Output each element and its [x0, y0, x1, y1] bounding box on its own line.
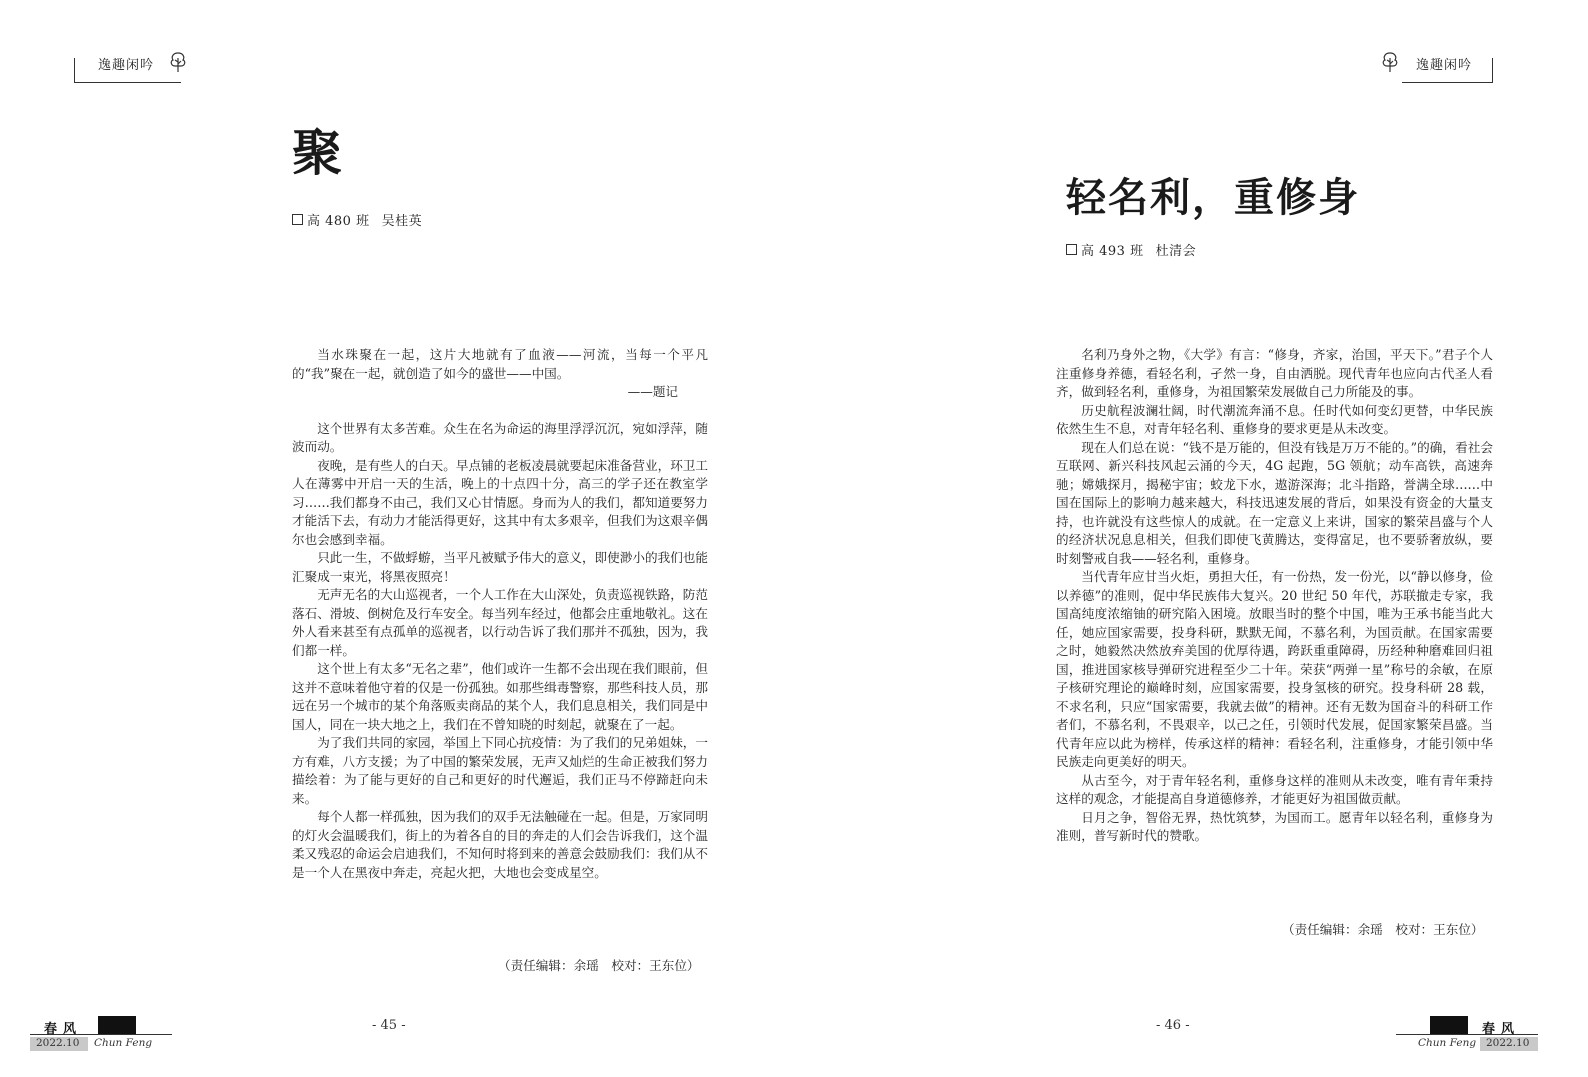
page-number-right: - 46 -: [1156, 1018, 1190, 1033]
right-paragraph: 历史航程波澜壮阔，时代潮流奔涌不息。任时代如何变幻更替，中华民族依然生生不息，对青年轻名利、重修身的要求更是从未改变。: [1056, 402, 1493, 436]
right-editor-credit: （责任编辑：余瑶 校对：王东位）: [1282, 922, 1484, 937]
running-header-left: 逸趣闲吟: [98, 58, 155, 73]
right-byline-author: 杜清会: [1155, 244, 1197, 259]
left-byline-author: 吴桂英: [381, 214, 423, 229]
left-paragraph: 这个世上有太多“无名之辈”，他们或许一生都不会出现在我们眼前，但这并不意味着他守着的仅是一份孤独。如那些缉毒警察，那些科技人员，那远在另一个城市的某个角落贩卖商品的某个人，我们息息相关，我们同是中国人，同在一块大地之上，我们在不曾知晓的时刻起，就聚在了一起。: [292, 661, 708, 732]
right-paragraph: 日月之争，智俗无界，热忱筑梦，为国而工。愿青年以轻名利，重修身为准则，普写新时代的赞歌。: [1056, 809, 1493, 843]
footer-issue-right: 2022.10: [1486, 1037, 1530, 1049]
left-article-body: [292, 346, 708, 882]
left-paragraph: 每个人都一样孤独，因为我们的双手无法触碰在一起。但是，万家同明的灯火会温暖我们，街上的为着各自的目的奔走的人们会告诉我们，这个温柔又残忍的命运会启迪我们，不知何时将到来的善意会鼓励我们：我们从不是一个人在黑夜中奔走，亮起火把，大地也会变成星空。: [292, 809, 708, 880]
footer-brand-left: 春风: [44, 1022, 83, 1037]
left-paragraph: 为了我们共同的家园，举国上下同心抗疫情：为了我们的兄弟姐妹，一方有难，八方支援；为了中国的繁荣发展，无声又灿烂的生命正被我们努力描绘着：为了能与更好的自己和更好的时代邂逅，我们正马不停蹄赶向未来。: [292, 735, 708, 806]
left-epigraph-signature: ——题记: [627, 384, 678, 399]
left-byline-class: 高 480 班: [307, 214, 370, 229]
left-paragraph: 夜晚，是有些人的白天。早点铺的老板凌晨就要起床准备营业，环卫工人在薄雾中开启一天的生活，晚上的十点四十分，高三的学子还在教室学习……我们都身不由己，我们又心甘情愿。身而为人的我们，都知道要努力才能活下去，有动力才能活得更好，这其中有太多艰辛，但我们为这艰辛偶尔也会感到幸福。: [292, 457, 708, 547]
byline-box-icon: [292, 214, 303, 225]
page-number-left: - 45 -: [372, 1018, 406, 1033]
right-byline-class: 高 493 班: [1081, 244, 1144, 259]
byline-box-icon: [1066, 244, 1077, 255]
right-paragraph: 当代青年应甘当火炬，勇担大任，有一份热，发一份光，以“静以修身，俭以养德”的准则，促中华民族伟大复兴。20 世纪 50 年代，苏联撤走专家，我国高纯度浓缩铀的研究陷入困境。放眼当时的整个中国，唯为王承书能当此大任，她应国家需要，投身科研，默默无闻，不慕名利，为国贡献。在国家需要之时，她毅然决然放弃美国的优厚待遇，跨跃重重障碍，历经种种磨难回归祖国，推进国家核导弹研究进程至少二十年。荣获“两弹一星”称号的余敏，在原子核研究理论的巅峰时刻，应国家需要，投身氢核的研究。投身科研 28 载，不求名利，只应“国家需要，我就去做”的精神。还有无数为国奋斗的科研工作者们，不慕名利，不畏艰辛，以己之任，引领时代发展，促国家繁荣昌盛。当代青年应以此为榜样，传承这样的精神：看轻名利，注重修身，才能引领中华民族走向更美好的明天。: [1056, 569, 1493, 769]
footer-issue-left: 2022.10: [36, 1037, 80, 1049]
right-article-body: [1056, 346, 1493, 846]
tree-icon: [168, 50, 188, 74]
right-article-byline: [1066, 240, 1196, 259]
left-epigraph: 当水珠聚在一起，这片大地就有了血液——河流，当每一个平凡的“我”聚在一起，就创造了如今的盛世——中国。: [292, 347, 708, 381]
tree-icon: [1380, 50, 1400, 74]
right-paragraph: 从古至今，对于青年轻名利，重修身这样的准则从未改变，唯有青年秉持这样的观念，才能提高自身道德修养，才能更好为祖国做贡献。: [1056, 772, 1493, 806]
left-editor-credit: （责任编辑：余瑶 校对：王东位）: [498, 958, 700, 973]
footer-english-right: Chun Feng: [1418, 1037, 1477, 1049]
left-article-title: 聚: [292, 123, 342, 182]
running-header-right: 逸趣闲吟: [1416, 58, 1473, 73]
left-paragraph: 只此一生，不做蜉蝣，当平凡被赋予伟大的意义，即使渺小的我们也能汇聚成一束光，将黑夜照亮！: [292, 550, 708, 584]
left-article-byline: [292, 210, 422, 229]
footer-block-left: [98, 1016, 136, 1034]
footer-english-left: Chun Feng: [94, 1037, 153, 1049]
right-paragraph: 现在人们总在说：“钱不是万能的，但没有钱是万万不能的。”的确，看社会互联网、新兴科技风起云涌的今天，4G 起跑，5G 领航；动车高铁，高速奔驰；嫦娥探月，揭秘宇宙；蛟龙下水，遨游深海；北斗指路，誉满全球……中国在国际上的影响力越来越大，科技迅速发展的背后，如果没有资金的大量支持，也许就没有这些惊人的成就。在一定意义上来讲，国家的繁荣昌盛与个人的经济状况息息相关，但我们即使飞黄腾达，变得富足，也不要骄奢放纵，要时刻警戒自我——轻名利，重修身。: [1056, 439, 1493, 566]
left-paragraph: 无声无名的大山巡视者，一个人工作在大山深处，负责巡视铁路，防范落石、滑坡、倒树危及行车安全。每当列车经过，他都会庄重地敬礼。这在外人看来甚至有点孤单的巡视者，以行动告诉了我们那并不孤独，因为，我们都一样。: [292, 587, 708, 658]
footer-brand-right: 春风: [1482, 1022, 1521, 1037]
right-paragraph: 名利乃身外之物，《大学》有言：“修身，齐家，治国，平天下。”君子个人注重修身养德，看轻名利，孑然一身，自由洒脱。现代青年也应向古代圣人看齐，做到轻名利，重修身，为祖国繁荣发展做自己力所能及的事。: [1056, 347, 1493, 399]
footer-block-right: [1430, 1016, 1468, 1034]
right-article-title: 轻名利，重修身: [1066, 175, 1360, 221]
left-paragraph: 这个世界有太多苦难。众生在名为命运的海里浮浮沉沉，宛如浮萍，随波而动。: [292, 420, 708, 454]
